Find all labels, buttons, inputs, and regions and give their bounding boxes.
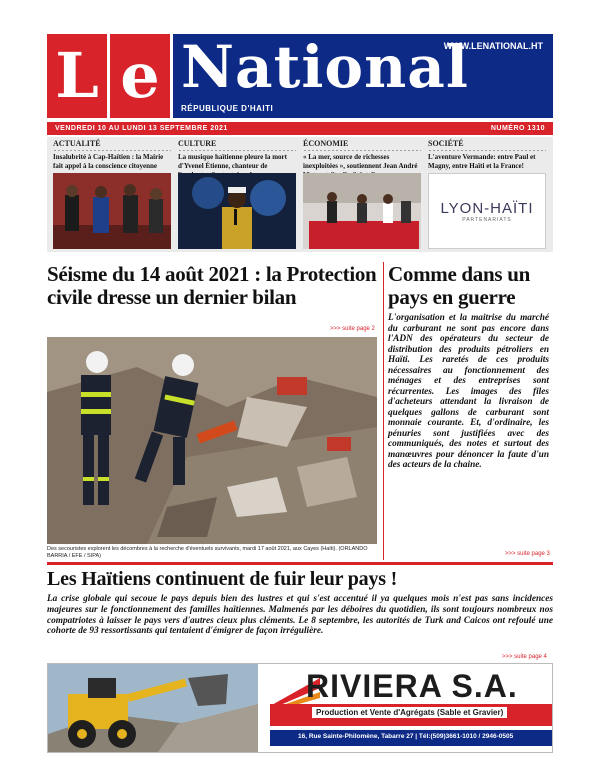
lead-headline[interactable]: Séisme du 14 août 2021 : la Protection civile dresse un dernier bilan [47,262,377,309]
teaser-category: CULTURE [178,139,217,148]
issue-number: NUMÉRO 1310 [490,125,545,132]
teaser-photo [303,173,421,249]
masthead-title-block [173,34,553,118]
conference-table-image [303,173,421,249]
masthead [47,34,553,118]
teaser-text: Insalubrité à Cap-Haïtien : la Mairie fait appel à la conscience citoyenne [53,153,164,170]
teaser-text: L'aventure Vermande: entre Paul et Magny, entre Haïti et la France! [428,153,536,170]
section-divider [47,562,553,565]
masthead-subtitle: RÉPUBLIQUE D'HAITI [181,104,274,113]
divider-dots [303,149,421,152]
ad-tagline: Production et Vente d'Agrégats (Sable et Gravier) [312,707,507,718]
teaser-category: SOCIÉTÉ [428,139,464,148]
second-continue-link[interactable]: >>> suite page 4 [502,654,547,660]
editorial-body: L'organisation et la maitrise du marché du carburant ne sont pas encore dans l'ADN des opérateurs du secteur de distribution des produits pétroliers en Haïti. Les raretés de ces produits nécessaires au fonctionnement des ménages et des entreprises sont récurrentes. Les images des files d'acheteurs attendant la livraison de quelques gallons de carburant sont monnaie courante. Et, d'ordinaire, les pénuries sont justifiées avec des communiqués, des notes et surtout des manœuvres pour dénoncer la faute d'un des acteurs de la chaine. [388,313,549,470]
logo-letter-e: e [110,34,170,118]
lead-photo [47,337,377,544]
column-divider [383,262,384,560]
second-headline[interactable]: Les Haïtiens continuent de fuir leur pays ! [47,568,398,590]
lyon-haiti-ad[interactable] [428,173,546,249]
divider-dots [178,149,296,152]
teaser-photo [178,173,296,249]
teaser-category: ACTUALITÉ [53,139,101,148]
riviera-advertisement[interactable] [47,663,553,753]
second-body: La crise globale qui secoue le pays depuis bien des lustres et qui s'est accentué il ya quelques mois n'est pas sans incidences majeures sur le fonctionnement des familles haïtiennes. Malmenés par les déboires du quotidien, ils sont toujours nombreux nos compatriotes à laisser le pays vers d'autres cieux plus cléments. Le 8 septembre, les autorités de Turk and Caicos ont refoulé une cohorte de 93 ressortissants qui tentaient d'émigrer de façon irrégulière. [47,594,553,637]
ad-address: 16, Rue Sainte-Philomène, Tabarre 27 | Tél:(509)3661-1010 / 2946-0505 [298,733,514,740]
teaser-societe[interactable] [428,137,548,252]
lead-continue-link[interactable]: >>> suite page 2 [330,326,375,332]
lyon-haiti-sub: PARTENARIATS [462,216,512,223]
logo-letter-l: L [47,34,107,118]
ad-company-name: RIVIERA S.A. [306,668,518,704]
divider-dots [53,149,171,152]
divider-dots [428,149,546,152]
masthead-title: National [181,33,469,101]
teaser-category: ÉCONOMIE [303,139,349,148]
singer-stage-image [178,173,296,249]
teaser-culture[interactable] [178,137,298,252]
website-url[interactable]: WWW.LENATIONAL.HT [443,41,543,51]
teaser-photo [53,173,171,249]
teaser-text: « La mer, source de richesses inexploitées », soutiennent Jean André [303,153,418,170]
loader-gravel-image [48,664,258,752]
teaser-text: La musique haïtienne pleure la mort d'Yvenel Étienne, chanteur de [178,153,287,170]
lead-photo-caption: Des secouristes explorent les décombres à la recherche d'éventuels survivants, mardi 17 août 2021, aux Cayes (Haïti). (ORLANDO BARRIA / EFE / SIPA) [47,546,368,560]
teaser-actualite[interactable] [53,137,173,252]
teaser-strip [47,137,553,252]
issue-dates: VENDREDI 10 AU LUNDI 13 SEPTEMBRE 2021 [55,125,228,132]
teaser-economie[interactable] [303,137,423,252]
ad-photo [48,664,258,752]
rescue-workers-rubble-image [47,337,377,544]
lyon-haiti-brand: LYON-HAÏTI [440,199,534,217]
editorial-headline[interactable]: Comme dans un pays en guerre [388,262,530,309]
editorial-continue-link[interactable]: >>> suite page 3 [505,551,550,557]
press-conference-image [53,173,171,249]
date-bar [47,122,553,135]
